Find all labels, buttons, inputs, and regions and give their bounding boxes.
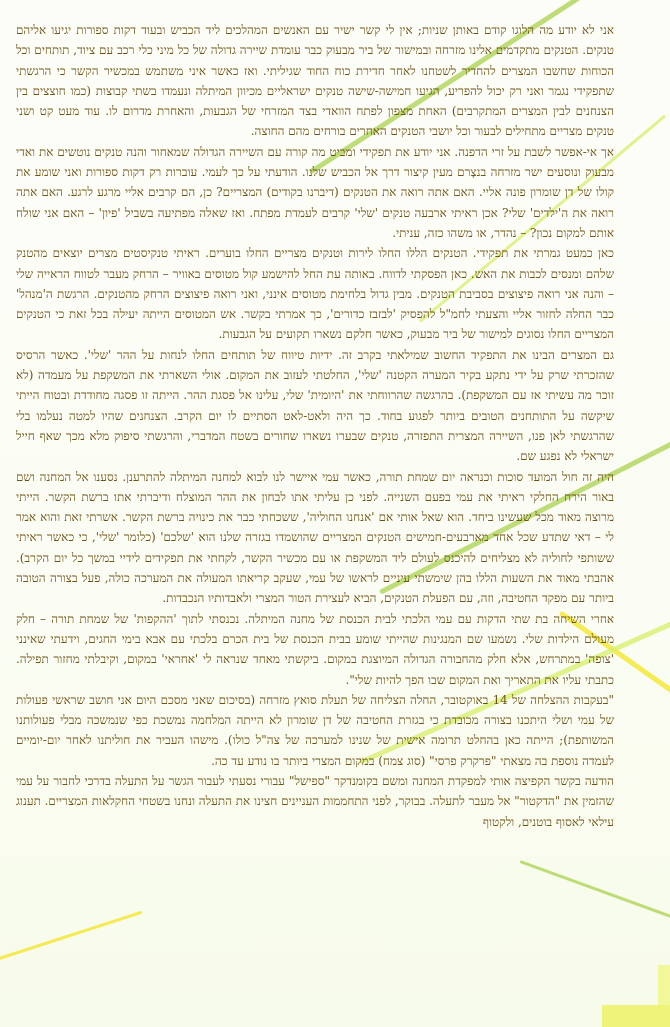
paragraph: גם המצרים הבינו את התפקיד החשוב שמילאתי בקרב זה. ידיות טיווח של תותחים החלו לנחות על ההר 'שלי'. כאשר הרסיס שהזכרתי שרק על ידי נתקע בקיר המערה הקטנה 'שלי', החלטתי לעזוב את המקום. אולי השארתי את המשקפת על מעמדה (לא זוכר מה עשיתי אז עם המשקפת). בהרגשה שהרווחתי את 'היומית' שלי, עלינו אל פסגת ההר. הייתה זו פסגה מחודדת ובטוח הייתי שיקשה על התותחנים הטובים ביותר לפגוע בחוד. כך היה ולאט-לאט הסתיים לו יום הקרב. הצנחנים שהיו למטה נעלמו בלי שהרגשתי לאן פנו, השיירה המצרית התפזרה, טנקים שבערו נשארו שחורים בשטח המדברי, והרגשתי סיפוק מלא מכך שאף חייל ישראלי לא נפגע שם. (16, 347, 614, 464)
article-body (16, 20, 614, 832)
paragraph: אני לא יודע מה הלוגו קודם באותן שניות; אין לי קשר ישיר עם האנשים המהלכים ליד הכביש ובעוד דקות ספורות יגיעו אליהם טנקים. הטנקים מתקדמים אלינו מזרחה ובמישור של ביר מבעוק כבר עומדת שיירה גדולה של כל מיני כלי רכב עם ציוד, תותחים וכל הכוחות שחשבו המצרים להחדיר לשטחנו לאחר חדירת כוח החוד שגיליתי. ואז כאשר איני משתמש במכשיר הקשר כי הרגשתי שתפקידי נגמר ואני רק יכול להפריע, הגיעו חמישה-שישה טנקים ישראליים מכיוון המיתלה ונעמדו בשתי קבוצות (כמו חוצצים בין הצנחנים לבין המצרים המתקרבים) האחת מצפון לפתח הוואדי בצד המזרחי של הגבעות, והאחרת מדרום לו. עוד מעט קט ושני טנקים מצריים מתחילים לבעור וכל יושבי הטנקים האחרים בורחים מהם החוצה. (16, 23, 614, 139)
paragraph: הודעה בקשר הקפיצה אותי למפקדת המחנה ומשם בקומנדקר "ספישל" עבורי נסעתי לעבור הגשר על התעלה בדרכי לחבור על עמי שהזמין את "הדקטור" אל מעבר לתעלה. בבוקר, לפני התחממות העניינים חצינו את התעלה ונחנו בשטחי החקלאות המצריים. תענוג עילאי לאסוף בוטנים, ולקטוף (16, 773, 614, 829)
paragraph: היה זה חול המועד סוכות וכנראה יום שמחת תורה, כאשר עמי איישר לנו לבוא למחנה המיתלה להתרענן. נסענו אל המחנה ושם באור הירח החלקי ראיתי את עמי בפעם השנייה. לפני כן עליתי אתו לבחון את ההר המוצלח ודיברתי אתו ברשת הקשר. הייתי מרוצה מאוד מכל שעשינו ביחד. הוא שאל אותי אם 'אנחנו החוליה', ששכחתי כבר את כינויה ברשת הקשר. אשרתי זאת והוא אמר לי – דאי שתדע שכל אחד מארבעים-חמישים הטנקים המצריים שהושמדו בגזרה שלנו הוא 'שלכם' (כלומר 'שלי', כי כאשר ראיתי ששותפי לחוליה לא מצליחים להיכנס לעולם ליד המשקפת או עם מכשיר הקשר, לקחתי את תפקידים לידיי במשך כל יום הקרב). אהבתי מאוד את השעות הללו בהן שימשתי עיניים לראשו של עמי, שעקב קריאתו המעולה את המערכה כולה, פעל בצורה הטובה ביותר עם מפקד החטיבה, וזה, עם הפעלת הטנקים, הביא לעצירת הטור המצרי ולאבדותיו הנכבדות. (16, 469, 614, 606)
paragraph: אחרי השיחה בת שתי הדקות עם עמי הלכתי לבית הכנסת של מחנה המיתלה. נכנסתי לתוך 'ההקפות' של שמחת תורה – חלק מעולם הילדות שלי. נשמעו שם המנגינות שהייתי שומע בבית הכנסת של בית הכרם בלכתי עם אבא בימי החגים, וידעתי שאינני 'צופה' במתרחש, אלא חלק מהחבורה הגדולה המיוצגת במקום. ביקשתי מאחד שנראה לי 'אחראי' במקום, וקיבלתי מחזור תפילה. כתבתי עליו את התאריך ואת המקום שבו הפך להיות שלי". (16, 611, 614, 687)
paragraph: כאן כמעט גמרתי את תפקידי. הטנקים הללו החלו לירות וטנקים מצריים החלו בוערים. ראיתי טנקיסטים מצרים יוצאים מהטנק שלהם ומנסים לכבות את האש. כאן הפסקתי לדווח. באותה עת החל להישמע קול מטוסים באוויר – הרחק מעבר לטווח הראייה שלי – והנה אני רואה פיצוצים בסביבת הטנקים. מבין גדול בלחימת מטוסים אינני, ואני רואה פיצוצים הרחק מהטנקים. הרגשת ה'מנהל' כבר החלה לחזור אליי והצעתי לחמ"ל להפסיק 'לבזבז כדורים', כך אמרתי בקשר. אש המטוסים הייתה יעילה בכל זאת כי הטנקים המצריים החלו נסוגים למישור של ביר מבעוק, כאשר חלקם נשארו תקועים על הגבעות. (16, 246, 614, 342)
paragraph: "בעקבות ההצלחה של 14 באוקטובר, החלה הצליחה של תעלת סואץ מזרחה (בסיכום שאני מסכם היום אני חושב שראשי פעולות של עמי ושלי היתכנו בצורה מכובדת כי בגזרת החטיבה של דן שומרון לא הייתה המלחמה נמשכת כפי שנמשכה מבלי פעולותנו המשותפת); הייתה כאן בהחלט תרומה אישית של שנינו למערכה של צה"ל כולו). מישהו העביר את חוליתנו לאחר יום-יומיים לעמדה נוספת בה מצאתי "פרקרק פרסי" (סוג צמח) במקום המצרי ביותר בו נודע עד כה. (16, 692, 614, 768)
decorative-corner (602, 1005, 670, 1027)
decorative-ray (519, 860, 670, 938)
paragraph: אך אי-אפשר לשבת על זרי הדפנה. אני יודע את תפקידי ומביט מה קורה עם השיירה הגדולה שמאחור והנה טנקים נוטשים את ואדי מבעוק ונוסעים ישר מזרחה בנצָרם מעין קיצור דרך אל הכביש שלנו. הודעתי על כך לעמי. עוברות רק דקות ספורות ואני שומע את קולו של דן שומרון פונה אליי. האם אתה רואה את הטנקים (דיברנו בקודים) המצריים? כן, הם קרבים אליי מרגע לרגע. האם אתה רואה את ה'ילדים' שלי? אכן ראיתי ארבעה טנקים 'שלי' קרבים לעמדת מפתח. ואז שאלה מפתיעה בשביל 'פיון' – האם אני שולח אותם למקום נכון? – נהדר, או משהו כזה, עניתי. (16, 144, 614, 240)
decorative-corner (658, 965, 670, 1005)
decorative-ray (0, 911, 143, 963)
